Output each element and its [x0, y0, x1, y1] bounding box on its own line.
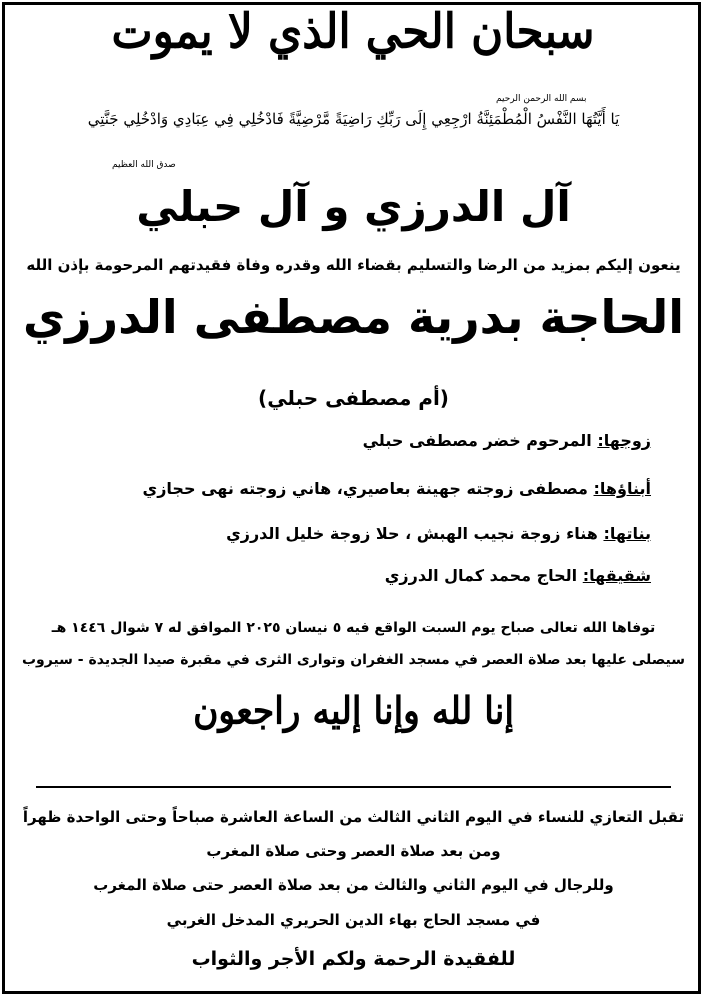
death-date: توفاها الله تعالى صباح يوم السبت الواقع فيه ٥ نيسان ٢٠٢٥ الموافق له ٧ شوال ١٤٤٦ هـ: [51, 620, 656, 636]
closing-prayer: للفقيدة الرحمة ولكم الأجر والثواب: [191, 948, 516, 970]
relative-value: مصطفى زوجته جهينة بعاصيري، هاني زوجته نهى حجازي: [142, 479, 588, 498]
relative-row: [363, 431, 651, 450]
deceased-nickname: (أم مصطفى حبلي): [258, 386, 449, 410]
relative-label: بناتها:: [603, 524, 651, 543]
relative-row: [226, 524, 651, 543]
relative-label: أبناؤها:: [593, 479, 651, 498]
intro-text: ينعون إليكم بمزيد من الرضا والتسليم بقضاء الله وقدره وفاة فقيدتهم المرحومة بإذن الله: [26, 256, 681, 274]
condolence-line: وللرجال في اليوم الثاني والثالث من بعد صلاة العصر حتى صلاة المغرب: [93, 876, 614, 894]
relative-label: شقيقها:: [582, 566, 651, 585]
header-calligraphy: سبحان الحي الذي لا يموت: [111, 2, 596, 59]
condolence-line: ومن بعد صلاة العصر وحتى صلاة المغرب: [206, 842, 501, 860]
relative-row: [385, 566, 651, 585]
quran-verse: يَا أَيَّتُهَا النَّفْسُ الْمُطْمَئِنَّةُ ارْجِعِي إِلَى رَبِّكِ رَاضِيَةً مَّرْضِيَّةً فَادْخُلِي فِي عِبَادِي وَادْخُلِي جَنَّتِي: [87, 110, 620, 128]
verse-end: صدق الله العظيم: [112, 160, 176, 170]
relative-value: الحاج محمد كمال الدرزي: [384, 566, 578, 585]
closing-calligraphy: إنا لله وإنا إليه راجعون: [193, 689, 514, 734]
section-divider: [36, 786, 671, 788]
funeral-info: سيصلى عليها بعد صلاة العصر في مسجد الغفران وتوارى الثرى في مقبرة صيدا الجديدة - سيروب: [21, 652, 686, 668]
family-name: آل الدرزي و آل حبلي: [136, 182, 571, 231]
basmala: بسم الله الرحمن الرحيم: [496, 94, 587, 104]
deceased-name: الحاجة بدرية مصطفى الدرزي: [22, 290, 685, 344]
condolence-line: تقبل التعازي للنساء في اليوم الثاني الثالث من الساعة العاشرة صباحاً وحتى الواحدة ظهراً: [22, 808, 685, 826]
condolence-venue: في مسجد الحاج بهاء الدين الحريري المدخل الغربي: [166, 911, 541, 929]
relative-value: المرحوم خضر مصطفى حبلي: [362, 431, 592, 450]
relative-value: هناء زوجة نجيب الهبش ، حلا زوجة خليل الدرزي: [226, 524, 598, 543]
relative-row: [143, 479, 651, 498]
relative-label: زوجها:: [597, 431, 651, 450]
